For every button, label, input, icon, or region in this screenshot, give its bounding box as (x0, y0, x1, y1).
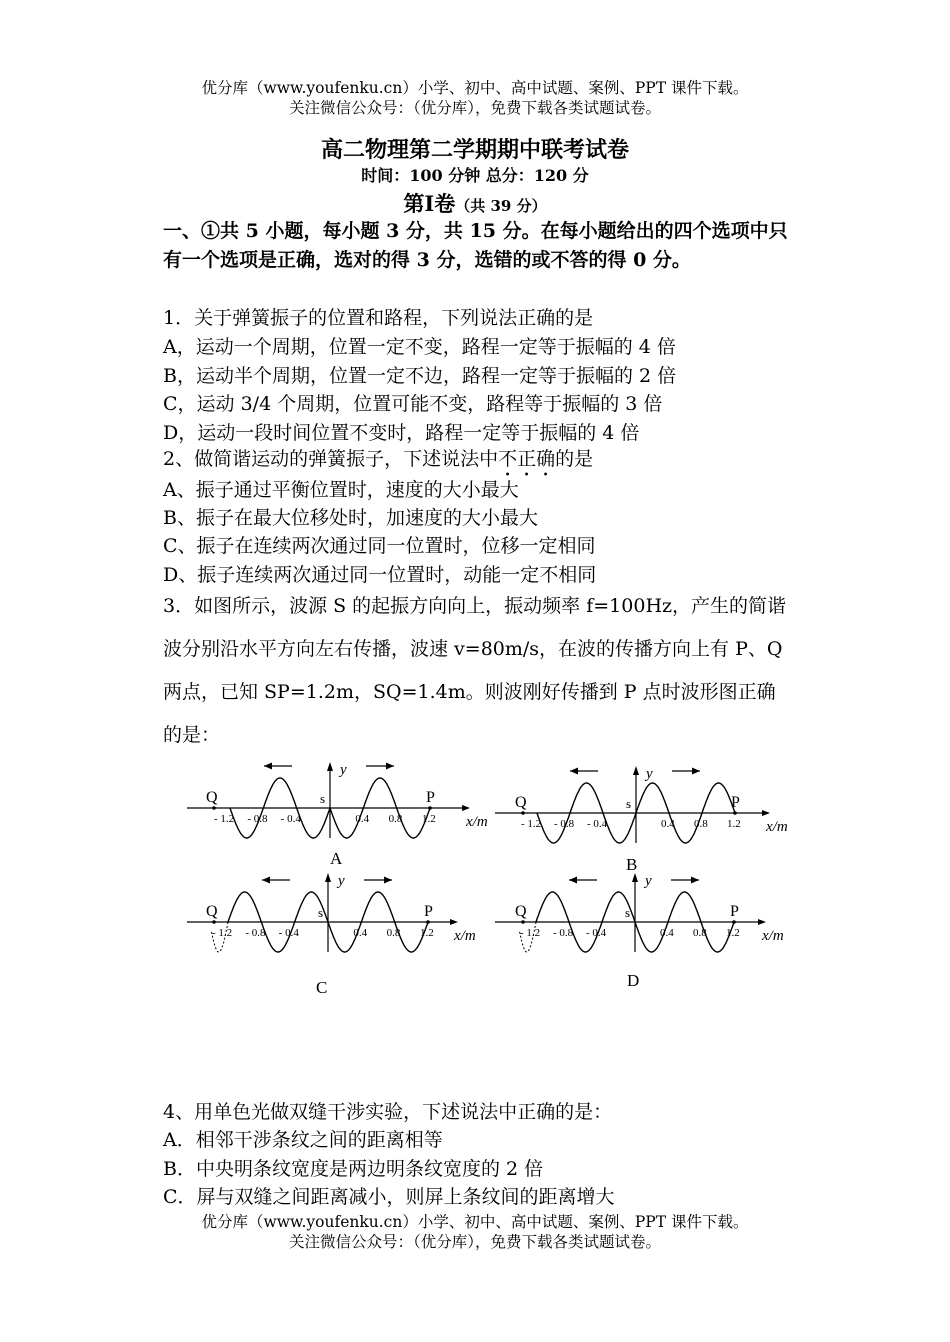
panel-c-tick-pos-1: 0.4 (353, 927, 368, 939)
q3-stem: 3．如图所示，波源 S 的起振方向向上，振动频率 f=100Hz，产生的简谐波分别沿水平方向左右传播，波速 v=80m/s，在波的传播方向上有 P、Q 两点，已知 SP=1.2m，SQ=1.4m。则波刚好传播到 P 点时波形图正确的是： (163, 595, 787, 746)
panel-b-y-axis-arrow (633, 766, 639, 775)
panel-d-x-axis-arrow (758, 919, 766, 925)
panel-c-tick-neg-2: - 0.8 (245, 927, 266, 939)
panel-c-tick-pos-2: 0.8 (386, 927, 401, 939)
panel-d-tick-pos-2: 0.8 (693, 927, 707, 939)
q2-option-d: D、振子连续两次通过同一位置时，动能一定不相同 (163, 564, 597, 586)
panel-a-tick-neg-3: - 0.4 (280, 813, 301, 825)
panel-c-x-axis-arrow (450, 919, 458, 925)
panel-c-left-arrow-head (262, 877, 270, 884)
q1-option-d: D，运动一段时间位置不变时，路程一定等于振幅的 4 倍 (163, 422, 640, 444)
q1-option-c: C，运动 3/4 个周期，位置可能不变，路程等于振幅的 3 倍 (163, 393, 663, 415)
panel-a-tick-pos-2: 0.8 (388, 813, 403, 825)
q1-stem: 1．关于弹簧振子的位置和路程，下列说法正确的是 (163, 307, 594, 329)
panel-b-s-label: s (626, 796, 632, 811)
header-line-1: 优分库（www.youfenku.cn）小学、初中、高中试题、案例、PPT 课件下载。 (201, 79, 749, 97)
q2-stem-emphasis: 不正确 (498, 448, 556, 470)
panel-d-tick-neg-1: - 1.2 (520, 927, 541, 939)
panel-d-q-point (521, 920, 525, 924)
panel-c-tick-pos-3: 1.2 (420, 927, 434, 939)
exam-title: 高二物理第二学期期中联考试卷 (320, 137, 629, 163)
panel-c-x-label: x/m (454, 928, 476, 944)
panel-c-tick-neg-1: - 1.2 (212, 927, 233, 939)
header-line-2: 关注微信公众号：（优分库），免费下载各类试题试卷。 (288, 99, 661, 117)
panel-d-tick-pos-3: 1.2 (726, 927, 740, 939)
q2-option-b: B、振子在最大位移处时，加速度的大小最大 (163, 507, 538, 529)
panel-b-tick-pos-3: 1.2 (727, 818, 741, 830)
panel-b-tick-pos-1: 0.4 (661, 818, 675, 830)
panel-a-tick-pos-1: 0.4 (355, 813, 370, 825)
panel-c-y-axis-arrow (325, 873, 331, 882)
q1-option-a: A，运动一个周期，位置一定不变，路程一定等于振幅的 4 倍 (163, 336, 676, 358)
panel-b-p-label: P (731, 794, 740, 811)
volume-main: 第Ⅰ卷 (403, 191, 456, 216)
panel-a-right-arrow-head (386, 763, 394, 770)
panel-d-left-arrow-head (569, 877, 577, 884)
panel-c-p-label: P (424, 903, 433, 920)
panel-d-y-axis-arrow (632, 873, 638, 882)
panel-a-left-arrow-head (264, 763, 272, 770)
panel-d-right-arrow-head (691, 877, 699, 884)
q4-stem: 4、用单色光做双缝干涉实验，下述说法中正确的是： (163, 1101, 613, 1123)
panel-d-letter: D (627, 971, 640, 990)
panel-d-q-label: Q (515, 903, 527, 920)
panel-c-right-arrow-head (384, 877, 392, 884)
q2-option-a: A、振子通过平衡位置时，速度的大小最大 (163, 479, 519, 501)
panel-b-tick-pos-2: 0.8 (694, 818, 708, 830)
panel-b-q-label: Q (515, 794, 527, 811)
panel-b-x-axis-arrow (762, 810, 770, 816)
q4-option-a: A．相邻干涉条纹之间的距离相等 (163, 1129, 443, 1151)
panel-d-p-label: P (730, 903, 739, 920)
panel-d-tick-pos-1: 0.4 (660, 927, 674, 939)
panel-a-q-point (212, 806, 216, 810)
panel-a-p-label: P (426, 789, 435, 806)
q2-stem-pre: 2、做简谐运动的弹簧振子，下述说法中 (163, 448, 499, 470)
panel-a-tick-pos-3: 1.2 (422, 813, 436, 825)
q4-option-c: C．屏与双缝之间距离减小，则屏上条纹间的距离增大 (163, 1186, 615, 1208)
panel-b-y-label: y (646, 766, 653, 782)
panel-c-q-point (212, 920, 216, 924)
panel-b-tick-neg-3: - 0.4 (587, 818, 608, 830)
panel-d-tick-neg-3: - 0.4 (586, 927, 607, 939)
panel-c-q-label: Q (206, 903, 218, 920)
panel-a-letter: A (330, 849, 343, 868)
page-footer (0, 1212, 950, 1252)
footer-line-1: 优分库（www.youfenku.cn）小学、初中、高中试题、案例、PPT 课件下载。 (201, 1213, 749, 1231)
panel-a-tick-neg-1: - 1.2 (214, 813, 235, 825)
panel-b-letter: B (626, 855, 638, 874)
q1-option-b: B，运动半个周期，位置一定不边，路程一定等于振幅的 2 倍 (163, 365, 677, 387)
panel-d-tick-neg-2: - 0.8 (553, 927, 574, 939)
panel-a-y-axis-arrow (327, 762, 333, 771)
panel-b-q-point (521, 811, 525, 815)
panel-a-s-label: s (320, 791, 326, 806)
footer-line-2: 关注微信公众号：（优分库），免费下载各类试题试卷。 (288, 1233, 661, 1251)
q2-stem-post: 的是 (555, 448, 594, 470)
panel-d-x-label: x/m (762, 928, 784, 944)
panel-a-tick-neg-2: - 0.8 (247, 813, 268, 825)
panel-a-q-label: Q (206, 789, 218, 806)
panel-c-letter: C (316, 978, 328, 997)
volume-points: （共 39 分） (455, 197, 547, 215)
panel-c-tick-neg-3: - 0.4 (278, 927, 299, 939)
panel-a-y-label: y (340, 762, 347, 778)
q2-option-c: C、振子在连续两次通过同一位置时，位移一定相同 (163, 535, 596, 557)
panel-b-tick-neg-1: - 1.2 (521, 818, 542, 830)
panel-c-y-label: y (338, 873, 345, 889)
panel-d-y-label: y (645, 873, 652, 889)
section-instructions: 一、①共 5 小题，每小题 3 分，共 15 分。在每小题给出的四个选项中只有一个选项是正确，选对的得 3 分，选错的或不答的得 0 分。 (163, 220, 788, 271)
time-info: 时间：100 分钟 总分：120 分 (361, 166, 589, 185)
panel-a-x-label: x/m (466, 814, 488, 830)
panel-c-s-label: s (318, 905, 324, 920)
panel-b-x-label: x/m (766, 819, 788, 835)
q4-option-b: B．中央明条纹宽度是两边明条纹宽度的 2 倍 (163, 1158, 544, 1180)
panel-b-tick-neg-2: - 0.8 (554, 818, 575, 830)
panel-a-x-axis-arrow (462, 805, 470, 811)
panel-b-left-arrow-head (570, 768, 578, 775)
panel-d-s-label: s (625, 905, 631, 920)
panel-b-right-arrow-head (692, 768, 700, 775)
